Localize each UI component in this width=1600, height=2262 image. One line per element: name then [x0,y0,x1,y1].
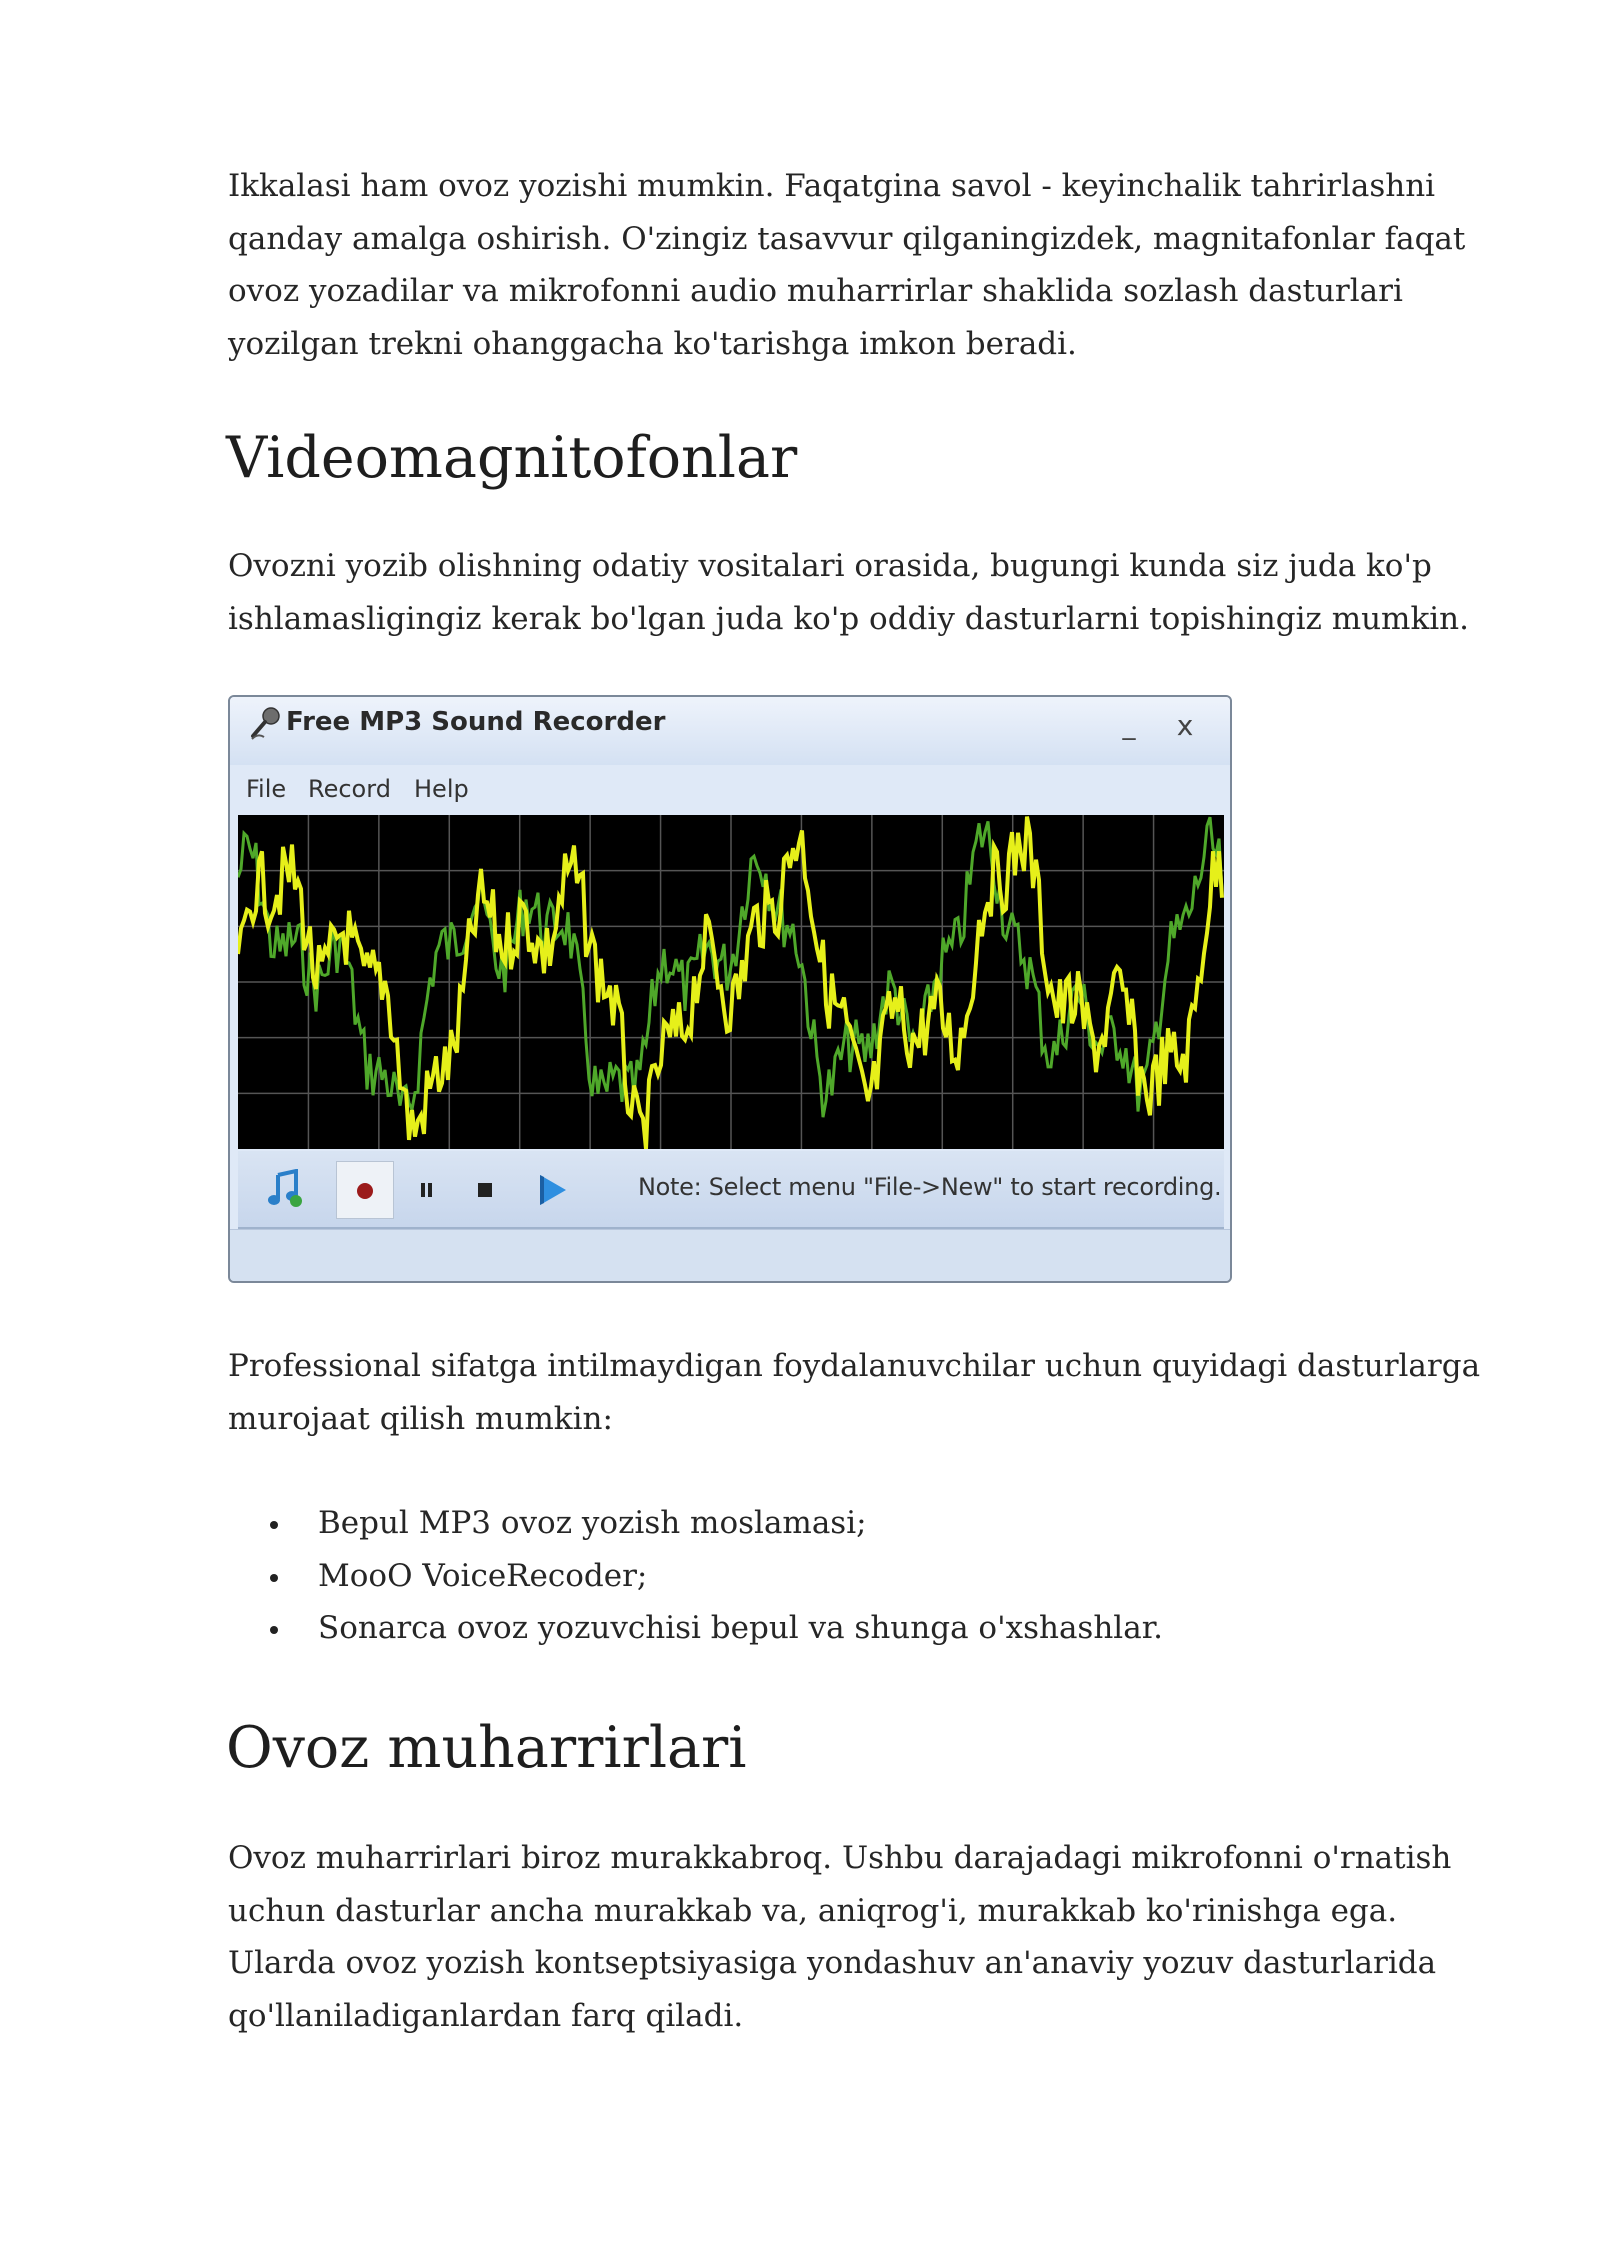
app-menubar [230,765,1230,811]
record-button[interactable] [336,1161,394,1219]
play-icon[interactable] [532,1171,572,1209]
waveform-trace [238,817,1222,1149]
record-icon [337,1162,393,1218]
app-titlebar [230,697,1230,765]
menu-help[interactable]: Help [414,775,469,803]
professional-paragraph: Professional sifatga intilmaydigan foydalanuvchilar uchun quyidagi dasturlarga murojaat qilish mumkin: [228,1348,1481,1437]
list-item: MooO VoiceRecoder; [228,1550,1163,1603]
music-note-icon[interactable] [266,1169,306,1209]
minimize-button[interactable]: _ [1122,711,1136,741]
microphone-icon [248,705,282,741]
close-button[interactable]: x [1176,709,1194,742]
status-note: Note: Select menu "File->New" to start recording. [638,1173,1222,1201]
recorders-paragraph: Ovozni yozib olishning odatiy vositalari orasida, bugungi kunda siz juda ko'p ishlamasligingiz kerak bo'lgan juda ko'p oddiy dasturlarni topishingiz mumkin. [228,548,1469,637]
heading-sound-editors: Ovoz muharrirlari [226,1715,747,1781]
app-statusbar [230,1229,1230,1281]
app-title: Free MP3 Sound Recorder [286,707,666,737]
transport-controls [238,1151,1224,1229]
menu-file[interactable]: File [246,775,287,803]
stop-icon[interactable] [472,1177,498,1203]
list-item: Bepul MP3 ovoz yozish moslamasi; [228,1497,1163,1550]
menu-record[interactable]: Record [308,775,391,803]
heading-video-recorders: Videomagnitofonlar [226,425,798,491]
editors-paragraph: Ovoz muharrirlari biroz murakkabroq. Ushbu darajadagi mikrofonni o'rnatish uchun dasturlar ancha murakkab va, aniqrog'i, murakkab ko'rinishga ega. Ularda ovoz yozish kontseptsiyasiga yondashuv an'anaviy yozuv dasturlarida qo'llaniladiganlardan farq qiladi. [228,1840,1452,2034]
program-list [228,1497,1163,1655]
pause-icon[interactable] [414,1177,440,1203]
list-item: Sonarca ovoz yozuvchisi bepul va shunga o'xshashlar. [228,1602,1163,1655]
intro-paragraph: Ikkalasi ham ovoz yozishi mumkin. Faqatgina savol - keyinchalik tahrirlashni qanday amalga oshirish. O'zingiz tasavvur qilganingizdek, magnitafonlar faqat ovoz yozadilar va mikrofonni audio muharrirlar shaklida sozlash dasturlari yozilgan trekni ohanggacha ko'tarishga imkon beradi. [228,168,1466,362]
waveform-trace [238,817,1222,1117]
waveform-display [238,815,1224,1149]
sound-recorder-screenshot [228,695,1232,1283]
